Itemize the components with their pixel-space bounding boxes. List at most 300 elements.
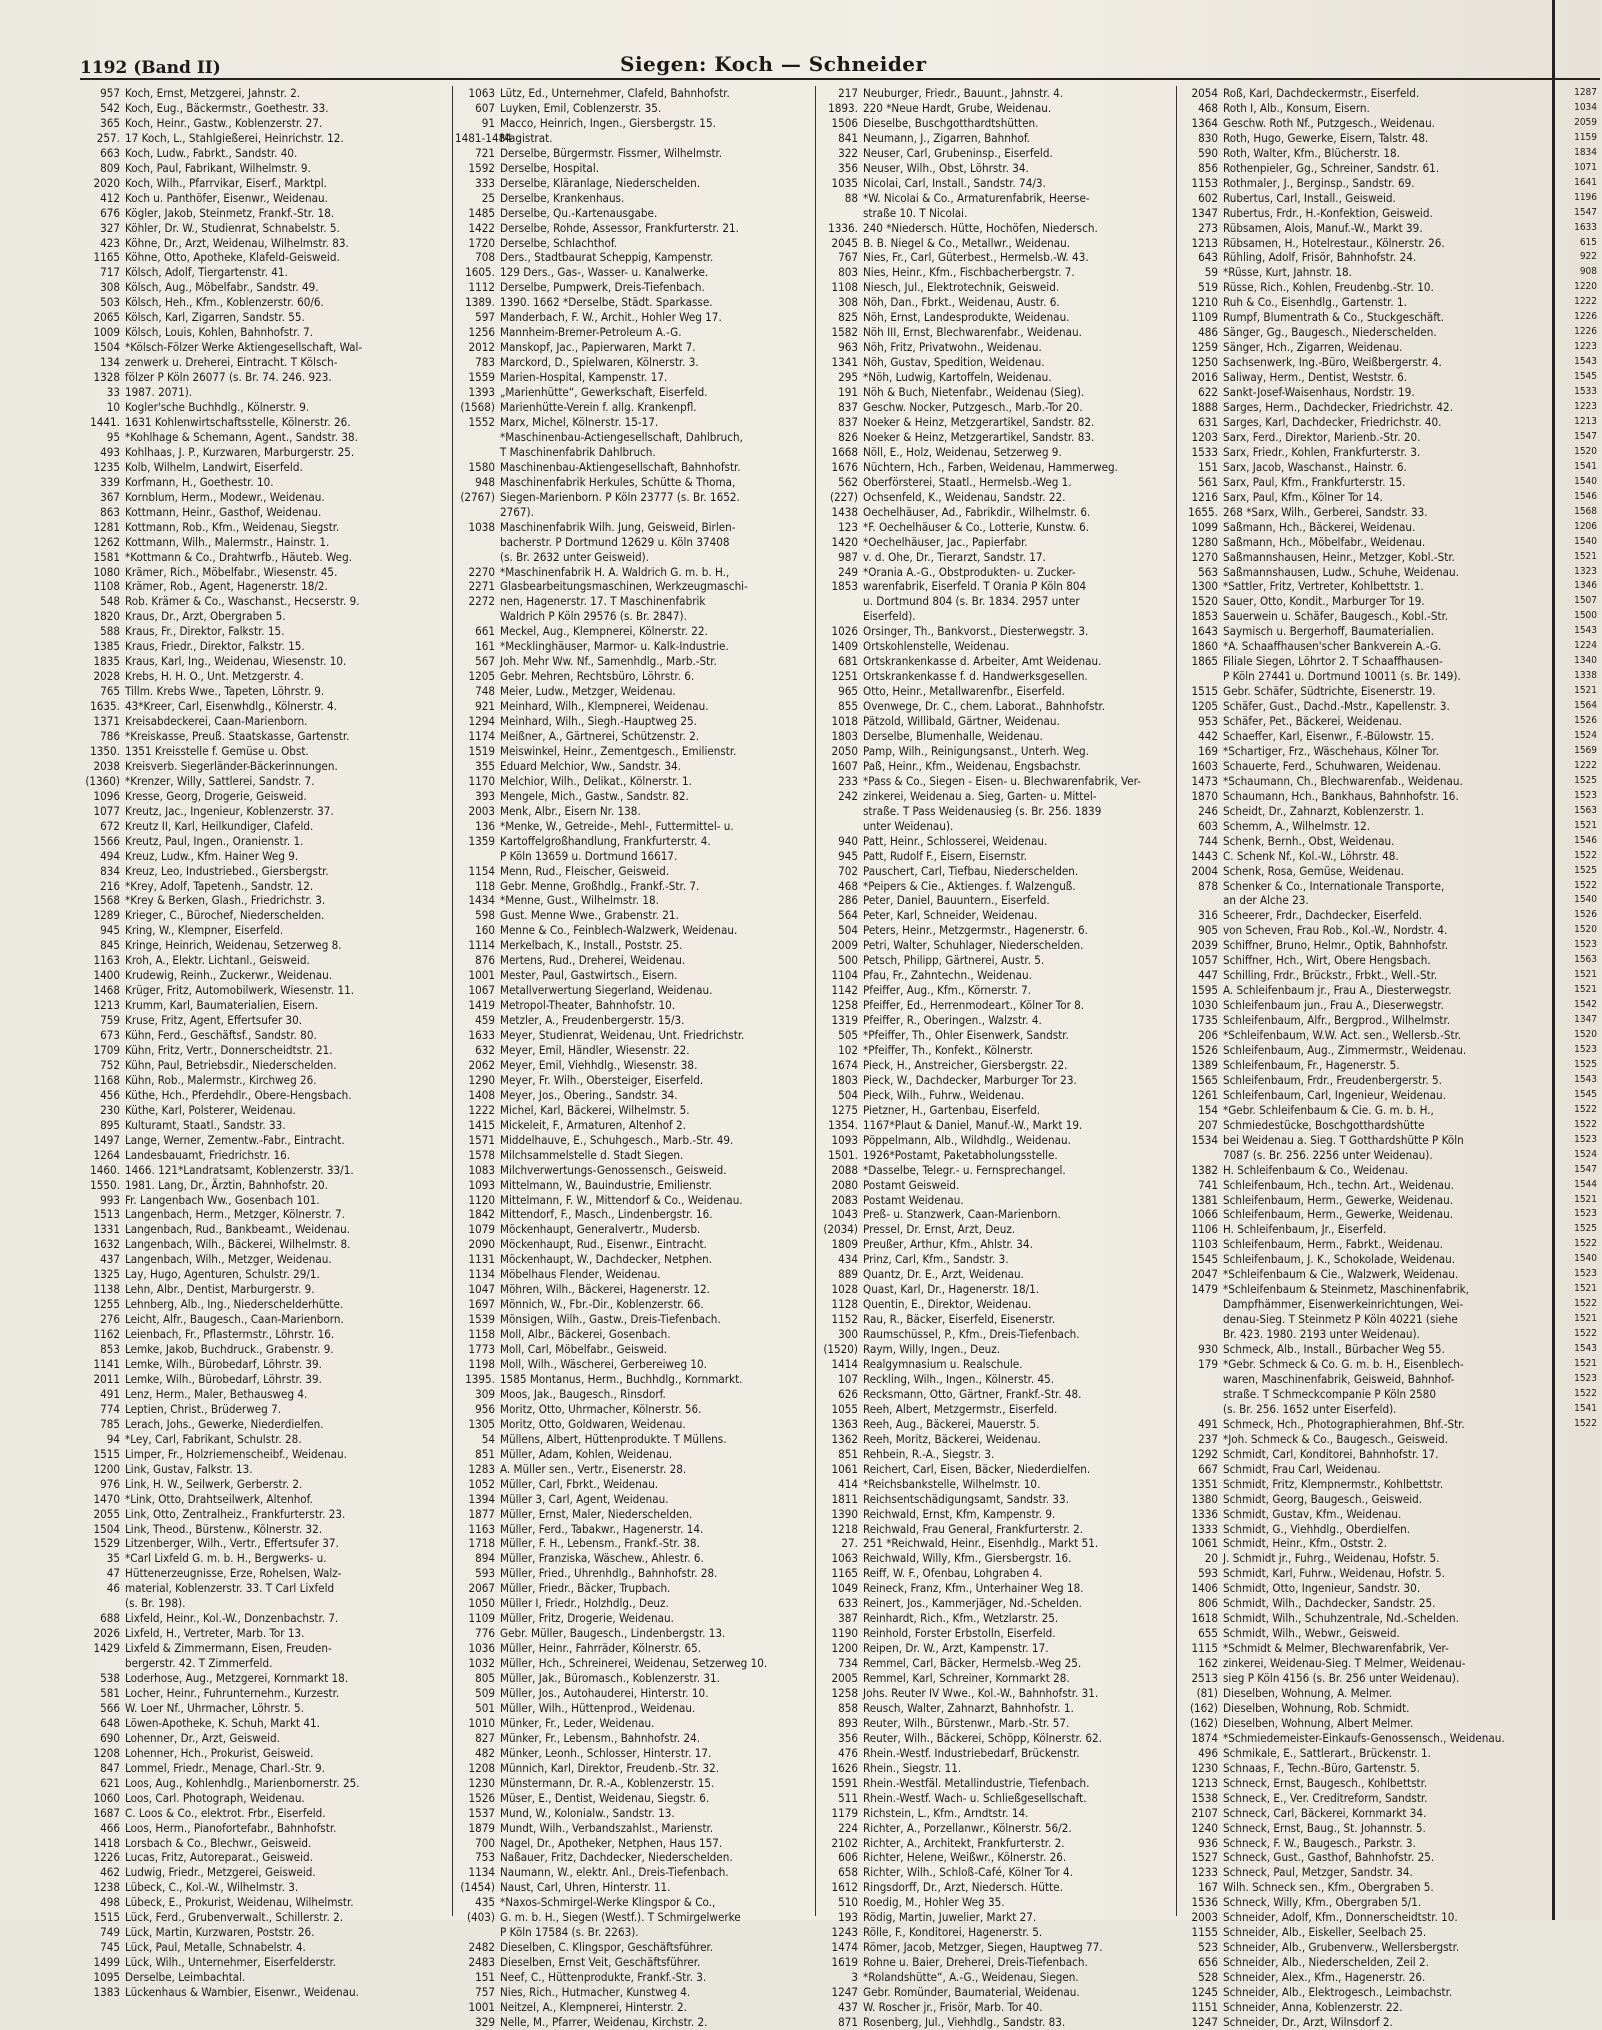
- entry-phone-number: 1099: [1191, 519, 1218, 534]
- entry-text: Meinhard, Wilh., Siegh.-Hauptweg 25.: [500, 714, 697, 729]
- directory-entry: [80, 1282, 452, 1297]
- entry-phone-number: 581: [100, 1685, 120, 1700]
- entry-phone-number: 423: [100, 235, 120, 250]
- entry-text: Menk, Albr., Eisern Nr. 138.: [500, 803, 641, 818]
- directory-entry: [1557, 1222, 1600, 1237]
- entry-phone-number: 1626: [831, 1760, 858, 1775]
- entry-text: Münker, Leonh., Schlosser, Hinterstr. 17.: [500, 1745, 712, 1760]
- directory-entry: [1557, 116, 1600, 131]
- entry-phone-number: 179: [1198, 1357, 1218, 1372]
- entry-text: Link, Theod., Bürstenw., Kölnerstr. 32.: [125, 1521, 323, 1536]
- entry-phone-number: 895: [100, 1117, 120, 1132]
- entry-text: 17 Koch, L., Stahlgießerei, Heinrichstr. 12.: [125, 130, 344, 145]
- entry-phone-number: 953: [1198, 714, 1218, 729]
- directory-entry: [80, 864, 452, 879]
- entry-text: Noeker & Heinz, Metzgerartikel, Sandstr. 82.: [863, 414, 1095, 429]
- entry-phone-number: 2020: [93, 175, 120, 190]
- entry-text: 129 Ders., Gas-, Wasser- u. Kanalwerke.: [500, 265, 709, 280]
- directory-entry: [455, 1267, 817, 1282]
- entry-phone-number: 1633: [1574, 221, 1597, 233]
- directory-entry: [1557, 609, 1600, 624]
- directory-entry: [1178, 849, 1550, 864]
- entry-text: Mundt, Wilh., Verbandszahlst., Marienstr.: [500, 1820, 714, 1835]
- entry-phone-number: 1607: [831, 758, 858, 773]
- entry-phone-number: 230: [100, 1102, 120, 1117]
- entry-phone-number: 1735: [1191, 1013, 1218, 1028]
- directory-entry: [818, 774, 1180, 789]
- directory-entry: [80, 1402, 452, 1417]
- directory-entry: [818, 893, 1180, 908]
- directory-entry: [80, 1327, 452, 1342]
- entry-phone-number: 1223: [1574, 401, 1597, 413]
- entry-text: Kolb, Wilhelm, Landwirt, Eiserfeld.: [125, 459, 303, 474]
- entry-text: Küthe, Hch., Pferdehdlr., Obere-Hengsbach.: [125, 1087, 352, 1102]
- entry-phone-number: 216: [100, 878, 120, 893]
- entry-phone-number: 2513: [1191, 1671, 1218, 1686]
- directory-entry: [1178, 1686, 1550, 1701]
- entry-text: 251 *Reichwald, Heinr., Eisenhdlg., Markt 51.: [863, 1536, 1099, 1551]
- directory-entry: [1178, 1282, 1550, 1297]
- entry-text: Müller, Jos., Autohauderei, Hinterstr. 10.: [500, 1685, 709, 1700]
- directory-entry: [818, 759, 1180, 774]
- directory-entry: [1178, 1761, 1550, 1776]
- entry-phone-number: 837: [838, 414, 858, 429]
- entry-phone-number: 1522: [1574, 1417, 1597, 1429]
- entry-phone-number: 1443: [1191, 848, 1218, 863]
- column-divider: [1176, 86, 1177, 1916]
- entry-text: *Rüsse, Kurt, Jahnstr. 18.: [1223, 265, 1352, 280]
- entry-phone-number: 643: [1198, 250, 1218, 265]
- entry-phone-number: 1226: [1574, 326, 1597, 338]
- entry-text: Schemm, A., Wilhelmstr. 12.: [1223, 818, 1371, 833]
- directory-entry: [818, 176, 1180, 191]
- entry-phone-number: 1255: [93, 1297, 120, 1312]
- directory-entry: [455, 669, 817, 684]
- entry-phone-number: 207: [1198, 1117, 1218, 1132]
- entry-phone-number: 905: [1198, 923, 1218, 938]
- directory-entry: [1178, 1611, 1550, 1626]
- entry-phone-number: 548: [100, 594, 120, 609]
- entry-text: Sänger, Gg., Baugesch., Niederschelden.: [1223, 325, 1437, 340]
- directory-entry: [1557, 1073, 1600, 1088]
- entry-phone-number: 1280: [1191, 534, 1218, 549]
- entry-text: Löwen-Apotheke, K. Schuh, Markt 41.: [125, 1715, 320, 1730]
- directory-entry: [818, 116, 1180, 131]
- entry-phone-number: 1359: [468, 833, 495, 848]
- directory-entry: [1557, 669, 1600, 684]
- entry-phone-number: 1159: [1574, 131, 1597, 143]
- directory-entry: [1557, 460, 1600, 475]
- entry-phone-number: 1522: [1574, 1387, 1597, 1399]
- entry-text: 7087 (s. Br. 256. 2256 unter Weidenau).: [1223, 1147, 1433, 1162]
- directory-entry: [1178, 550, 1550, 565]
- entry-phone-number: 1112: [468, 280, 495, 295]
- entry-text: Lorsbach & Co., Blechwr., Geisweid.: [125, 1835, 312, 1850]
- entry-text: Krudewig, Reinh., Zuckerwr., Weidenau.: [125, 968, 333, 983]
- entry-phone-number: 1120: [468, 1192, 495, 1207]
- entry-phone-number: 2271: [468, 579, 495, 594]
- directory-entry: [818, 1791, 1180, 1806]
- entry-text: Neuser, Carl, Grubeninsp., Eiserfeld.: [863, 145, 1053, 160]
- directory-entry: [1178, 1357, 1550, 1372]
- entry-text: Filiale Siegen, Löhrtor 2. T Schaaffhausen-: [1223, 654, 1443, 669]
- directory-entry: [455, 1432, 817, 1447]
- directory-entry: [1178, 1312, 1550, 1327]
- entry-text: Dieselben, Ernst Veit, Geschäftsführer.: [500, 1955, 701, 1970]
- entry-phone-number: 1222: [468, 1102, 495, 1117]
- directory-entry: [80, 819, 452, 834]
- directory-entry: [1178, 1193, 1550, 1208]
- directory-entry: [80, 609, 452, 624]
- entry-text: Derselbe, Hospital.: [500, 160, 600, 175]
- entry-text: Langenbach, Wilh., Metzger, Weidenau.: [125, 1252, 332, 1267]
- entry-text: Raumschüssel, P., Kfm., Dreis-Tiefenbach.: [863, 1327, 1080, 1342]
- directory-entry: [1178, 1566, 1550, 1581]
- entry-text: Pfau, Fr., Zahntechn., Weidenau.: [863, 968, 1032, 983]
- directory-entry: [455, 1462, 817, 1477]
- entry-phone-number: 1351: [1191, 1476, 1218, 1491]
- directory-entry: [455, 325, 817, 340]
- directory-entry: [1557, 834, 1600, 849]
- directory-entry: [1178, 131, 1550, 146]
- entry-phone-number: 845: [100, 938, 120, 953]
- directory-entry: [1178, 1477, 1550, 1492]
- directory-entry: [1178, 2000, 1550, 2015]
- directory-entry: [818, 804, 1180, 819]
- entry-phone-number: 858: [838, 1700, 858, 1715]
- directory-entry: [1178, 1372, 1550, 1387]
- entry-text: 1926*Postamt, Paketabholungsstelle.: [863, 1147, 1058, 1162]
- entry-phone-number: 1515: [93, 1446, 120, 1461]
- directory-entry: [80, 1178, 452, 1193]
- directory-entry: [455, 1955, 817, 1970]
- entry-text: Loos, Herm., Pianofortefabr., Bahnhofstr.: [125, 1820, 337, 1835]
- entry-phone-number: 2270: [468, 564, 495, 579]
- entry-text: Müller 3, Carl, Agent, Weidenau.: [500, 1491, 669, 1506]
- entry-text: Kulturamt, Staatl., Sandstr. 33.: [125, 1117, 286, 1132]
- entry-phone-number: 442: [1198, 728, 1218, 743]
- entry-phone-number: 1718: [468, 1536, 495, 1551]
- entry-phone-number: 1155: [1191, 1925, 1218, 1940]
- entry-phone-number: 1350.: [90, 743, 120, 758]
- entry-phone-number: 1603: [1191, 758, 1218, 773]
- entry-phone-number: 1347: [1574, 1014, 1597, 1026]
- entry-phone-number: 1380: [1191, 1491, 1218, 1506]
- entry-phone-number: 2107: [1191, 1805, 1218, 1820]
- entry-phone-number: 1258: [831, 1685, 858, 1700]
- entry-phone-number: 1521: [1574, 1358, 1597, 1370]
- entry-text: Realgymnasium u. Realschule.: [863, 1357, 1023, 1372]
- entry-phone-number: 2054: [1191, 86, 1218, 100]
- entry-phone-number: 1543: [1574, 1343, 1597, 1355]
- entry-phone-number: 1853: [1191, 609, 1218, 624]
- entry-text: Pieck, W., Dachdecker, Marburger Tor 23.: [863, 1072, 1077, 1087]
- entry-phone-number: 1395.: [465, 1371, 495, 1386]
- entry-phone-number: 1198: [468, 1357, 495, 1372]
- directory-entry: [1557, 654, 1600, 669]
- entry-text: Reinhold, Forster Erbstolln, Eiserfeld.: [863, 1626, 1056, 1641]
- entry-phone-number: 1055: [831, 1401, 858, 1416]
- directory-entry: [1557, 1207, 1600, 1222]
- entry-phone-number: 1415: [468, 1117, 495, 1132]
- entry-phone-number: 1893.: [828, 100, 858, 115]
- entry-phone-number: 876: [475, 953, 495, 968]
- directory-entry: [1178, 1701, 1550, 1716]
- entry-text: Schmikale, E., Sattlerart., Brückenstr. 1.: [1223, 1745, 1431, 1760]
- directory-entry: [1178, 385, 1550, 400]
- directory-entry: [1557, 579, 1600, 594]
- directory-entry: [818, 1522, 1180, 1537]
- entry-text: *Menne, Gust., Wilhelmstr. 18.: [500, 893, 659, 908]
- entry-phone-number: 206: [1198, 1028, 1218, 1043]
- entry-phone-number: 1521: [1574, 819, 1597, 831]
- directory-entry: [1178, 1058, 1550, 1073]
- directory-entry: [1178, 953, 1550, 968]
- directory-entry: [1178, 908, 1550, 923]
- entry-text: Koch, Eug., Bäckermstr., Goethestr. 33.: [125, 100, 329, 115]
- directory-entry: [80, 1133, 452, 1148]
- entry-text: Schleifenbaum, Alfr., Bergprod., Wilhelmstr.: [1223, 1013, 1451, 1028]
- directory-entry: [455, 1058, 817, 1073]
- entry-text: Schneck, Paul, Metzger, Sandstr. 34.: [1223, 1865, 1413, 1880]
- entry-text: Krumm, Karl, Baumaterialien, Eisern.: [125, 998, 319, 1013]
- entry-phone-number: 491: [100, 1386, 120, 1401]
- directory-entry: [1557, 520, 1600, 535]
- directory-entry: [818, 1716, 1180, 1731]
- directory-entry: [455, 1028, 817, 1043]
- entry-text: Ochsenfeld, K., Weidenau, Sandstr. 22.: [863, 489, 1066, 504]
- entry-phone-number: 593: [475, 1566, 495, 1581]
- directory-entry: [80, 594, 452, 609]
- directory-entry: [80, 1372, 452, 1387]
- entry-text: bacherstr. P Dortmund 12629 u. Köln 37408: [500, 534, 730, 549]
- entry-text: Postamt Geisweid.: [863, 1177, 960, 1192]
- entry-text: Krebs, H. H. O., Unt. Metzgerstr. 4.: [125, 669, 304, 684]
- entry-text: Peter, Daniel, Bauuntern., Eiserfeld.: [863, 893, 1050, 908]
- directory-entry: [818, 1462, 1180, 1477]
- directory-entry: [1178, 1447, 1550, 1462]
- entry-phone-number: 1018: [831, 714, 858, 729]
- directory-entry: [455, 101, 817, 116]
- entry-text: Magistrat.: [500, 130, 553, 145]
- directory-entry: [80, 565, 452, 580]
- entry-text: Koch, Heinr., Gastw., Koblenzerstr. 27.: [125, 115, 323, 130]
- entry-phone-number: 1865: [1191, 654, 1218, 669]
- entry-text: Schmiedestücke, Boschgotthardshütte: [1223, 1117, 1425, 1132]
- directory-entry: [1178, 714, 1550, 729]
- entry-text: Loderhose, Aug., Metzgerei, Kornmarkt 18.: [125, 1671, 349, 1686]
- entry-phone-number: 160: [475, 923, 495, 938]
- directory-entry: [455, 1447, 817, 1462]
- entry-phone-number: 603: [1198, 818, 1218, 833]
- entry-text: Schmeck, Alb., Install., Bürbacher Weg 55.: [1223, 1342, 1445, 1357]
- directory-entry: [1178, 624, 1550, 639]
- entry-text: Saßmannshausen, Ludw., Schuhe, Weidenau.: [1223, 564, 1459, 579]
- directory-entry: [455, 280, 817, 295]
- entry-text: waren, Maschinenfabrik, Geisweid, Bahnhof-: [1223, 1371, 1455, 1386]
- directory-entry: [80, 998, 452, 1013]
- entry-phone-number: 498: [100, 1895, 120, 1910]
- entry-text: Kogler'sche Buchhdlg., Kölnerstr. 9.: [125, 400, 310, 415]
- entry-phone-number: 1571: [468, 1132, 495, 1147]
- entry-phone-number: 765: [100, 684, 120, 699]
- entry-phone-number: 1500: [1574, 610, 1597, 622]
- entry-text: *Joh. Schmeck & Co., Baugesch., Geisweid.: [1223, 1431, 1448, 1446]
- entry-phone-number: 2003: [468, 803, 495, 818]
- directory-entry: [455, 1477, 817, 1492]
- directory-entry: [80, 101, 452, 116]
- entry-phone-number: 501: [475, 1700, 495, 1715]
- entry-text: Neumann, J., Zigarren, Bahnhof.: [863, 130, 1030, 145]
- entry-phone-number: 752: [100, 1057, 120, 1072]
- entry-phone-number: 597: [475, 310, 495, 325]
- entry-text: Sarx, Paul, Kfm., Frankfurterstr. 15.: [1223, 474, 1406, 489]
- entry-phone-number: 1190: [831, 1626, 858, 1641]
- entry-text: Eiserfeld).: [863, 609, 916, 624]
- entry-phone-number: 1336: [1191, 1506, 1218, 1521]
- directory-entry: [818, 1836, 1180, 1851]
- entry-text: C. Loos & Co., elektrot. Frbr., Eiserfeld.: [125, 1805, 326, 1820]
- directory-entry: [1557, 430, 1600, 445]
- entry-phone-number: 1522: [1574, 1118, 1597, 1130]
- entry-text: Sarges, Karl, Dachdecker, Friedrichstr. 40.: [1223, 414, 1442, 429]
- directory-entry: [455, 1761, 817, 1776]
- entry-phone-number: 993: [100, 1192, 120, 1207]
- entry-text: Marx, Michel, Kölnerstr. 15-17.: [500, 414, 659, 429]
- entry-phone-number: 1049: [831, 1581, 858, 1596]
- entry-text: *Schmiedemeister-Einkaufs-Genossensch., Weidenau.: [1223, 1730, 1505, 1745]
- entry-text: *Sattler, Fritz, Vertreter, Kohlbettstr. 1.: [1223, 579, 1424, 594]
- directory-entry: [80, 1791, 452, 1806]
- entry-phone-number: 88: [844, 190, 858, 205]
- directory-entry: [1178, 744, 1550, 759]
- entry-phone-number: 1542: [1574, 999, 1597, 1011]
- entry-phone-number: 1323: [1574, 565, 1597, 577]
- entry-text: *Schleifenbaum & Steinmetz, Maschinenfabrik,: [1223, 1282, 1469, 1297]
- directory-entry: [818, 1207, 1180, 1222]
- entry-text: Kruse, Fritz, Agent, Effertsufer 30.: [125, 1013, 303, 1028]
- entry-phone-number: 1523: [1574, 1208, 1597, 1220]
- entry-phone-number: 1108: [93, 579, 120, 594]
- directory-entry: [80, 579, 452, 594]
- directory-entry: [80, 206, 452, 221]
- entry-phone-number: 504: [838, 1087, 858, 1102]
- directory-entry: [80, 1686, 452, 1701]
- entry-text: Schneider, Alb., Eiskeller, Seelbach 25.: [1223, 1925, 1427, 1940]
- directory-entry: [818, 445, 1180, 460]
- entry-phone-number: 493: [100, 444, 120, 459]
- directory-entry: [80, 1207, 452, 1222]
- entry-phone-number: 1619: [831, 1955, 858, 1970]
- directory-entry: [1557, 295, 1600, 310]
- adjacent-page-numbers: [1557, 86, 1600, 1916]
- directory-entry: [1178, 400, 1550, 415]
- directory-entry: [1178, 804, 1550, 819]
- entry-phone-number: 2083: [831, 1192, 858, 1207]
- directory-entry: [80, 1551, 452, 1566]
- directory-entry: [80, 280, 452, 295]
- directory-entry: [455, 1507, 817, 1522]
- entry-text: Oechelhäuser, Ad., Fabrikdir., Wilhelmstr. 6.: [863, 504, 1091, 519]
- entry-phone-number: 2065: [93, 310, 120, 325]
- directory-entry: [80, 1536, 452, 1551]
- entry-phone-number: 1096: [93, 788, 120, 803]
- entry-phone-number: 1566: [93, 833, 120, 848]
- entry-phone-number: 1537: [468, 1805, 495, 1820]
- entry-text: Schneck, Willy, Kfm., Obergraben 5/1.: [1223, 1895, 1422, 1910]
- directory-entry: [818, 221, 1180, 236]
- directory-entry: [455, 998, 817, 1013]
- directory-entry: [80, 340, 452, 355]
- entry-text: Reichwald, Willy, Kfm., Giersbergstr. 16.: [863, 1551, 1072, 1566]
- entry-phone-number: 1655.: [1188, 504, 1218, 519]
- entry-text: Nöll, E., Holz, Weidenau, Setzerweg 9.: [863, 444, 1062, 459]
- directory-entry: [455, 250, 817, 265]
- directory-entry: [818, 1237, 1180, 1252]
- directory-entry: [80, 1865, 452, 1880]
- entry-phone-number: 633: [838, 1596, 858, 1611]
- entry-phone-number: 1513: [93, 1207, 120, 1222]
- entry-text: W. Loer Nf., Uhrmacher, Löhrstr. 5.: [125, 1700, 304, 1715]
- entry-text: Schneider, Anna, Koblenzerstr. 22.: [1223, 2000, 1403, 2014]
- entry-phone-number: 1522: [1574, 1238, 1597, 1250]
- entry-text: Schneck, Ernst, Baugesch., Kohlbettstr.: [1223, 1775, 1428, 1790]
- entry-text: Meinhard, Wilh., Klempnerei, Weidenau.: [500, 699, 709, 714]
- directory-entry: [1178, 864, 1550, 879]
- entry-text: Reckling, Wilh., Ingen., Kölnerstr. 45.: [863, 1371, 1055, 1386]
- entry-phone-number: 1200: [93, 1461, 120, 1476]
- entry-text: Dieselben, Wohnung, Albert Melmer.: [1223, 1715, 1414, 1730]
- entry-text: Koch u. Panthöfer, Eisenwr., Weidenau.: [125, 190, 328, 205]
- directory-entry: [1178, 1776, 1550, 1791]
- entry-phone-number: 1223: [1574, 341, 1597, 353]
- directory-entry: [455, 1865, 817, 1880]
- directory-entry: [1178, 2015, 1550, 2030]
- entry-phone-number: 1300: [1191, 579, 1218, 594]
- directory-entry: [80, 1701, 452, 1716]
- entry-text: Schmidt, Otto, Ingenieur, Sandstr. 30.: [1223, 1581, 1421, 1596]
- entry-phone-number: 1200: [831, 1641, 858, 1656]
- directory-entry: [80, 1895, 452, 1910]
- directory-entry: [1557, 565, 1600, 580]
- entry-phone-number: 1473: [1191, 773, 1218, 788]
- directory-entry: [455, 1372, 817, 1387]
- directory-entry: [1178, 759, 1550, 774]
- entry-text: Kreutz, Jac., Ingenieur, Koblenzerstr. 37.: [125, 803, 334, 818]
- directory-entry: [1178, 789, 1550, 804]
- entry-text: Kraus, Karl, Ing., Weidenau, Wiesenstr. 10.: [125, 654, 347, 669]
- entry-text: Quantz, Dr. E., Arzt, Weidenau.: [863, 1267, 1024, 1282]
- entry-text: Schaeffer, Karl, Eisenwr., F.-Bülowstr. 15.: [1223, 728, 1435, 743]
- directory-entry: [455, 1641, 817, 1656]
- directory-entry: [1557, 759, 1600, 774]
- entry-phone-number: 1546: [1574, 490, 1597, 502]
- entry-text: Kresse, Georg, Drogerie, Geisweid.: [125, 788, 307, 803]
- directory-entry: [80, 1761, 452, 1776]
- entry-text: Sänger, Hch., Zigarren, Weidenau.: [1223, 340, 1403, 355]
- entry-text: (s. Br. 256. 1652 unter Eiserfeld).: [1223, 1401, 1397, 1416]
- entry-phone-number: 1061: [831, 1461, 858, 1476]
- entry-phone-number: 327: [100, 220, 120, 235]
- entry-phone-number: 1676: [831, 459, 858, 474]
- directory-entry: [455, 1970, 817, 1985]
- entry-text: Hüttenerzeugnisse, Erze, Rohelsen, Walz-: [125, 1566, 342, 1581]
- entry-text: Möckenhaupt, W., Dachdecker, Netphen.: [500, 1252, 713, 1267]
- directory-entry: [1178, 505, 1550, 520]
- entry-text: Schleifenbaum, Fr., Hagenerstr. 5.: [1223, 1057, 1400, 1072]
- directory-entry: [1557, 131, 1600, 146]
- entry-phone-number: 1170: [468, 773, 495, 788]
